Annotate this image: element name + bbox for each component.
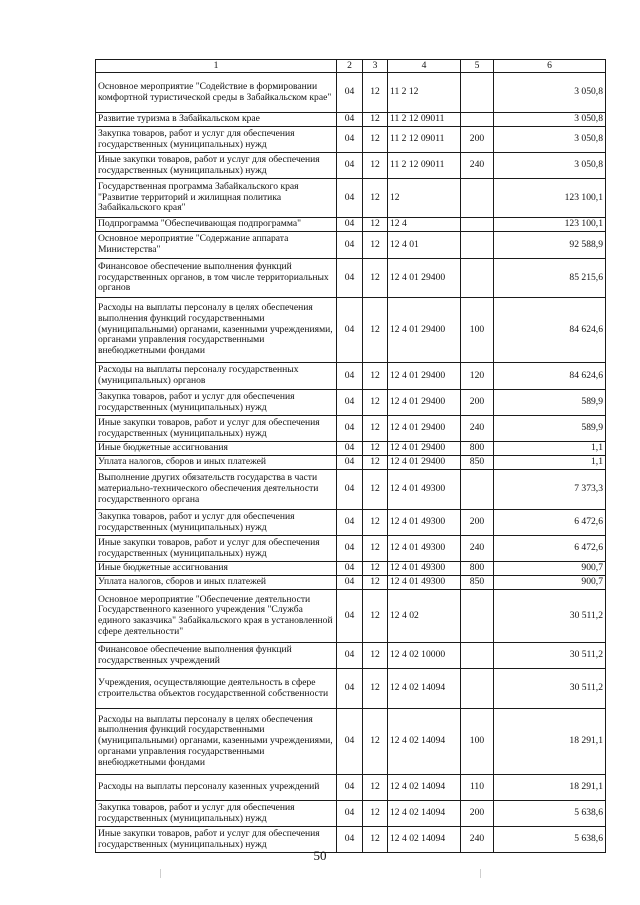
subsection-cell: 12 <box>363 259 388 298</box>
section-cell: 04 <box>337 298 363 363</box>
subsection-cell: 12 <box>363 562 388 576</box>
section-cell: 04 <box>337 576 363 590</box>
subsection-cell: 12 <box>363 153 388 179</box>
subsection-cell: 12 <box>363 456 388 470</box>
table-row <box>96 179 606 218</box>
target-article-cell: 12 4 02 14094 <box>388 669 461 709</box>
amount-cell: 85 215,6 <box>494 259 606 298</box>
table-row <box>96 576 606 590</box>
target-article-cell: 12 4 01 49300 <box>388 562 461 576</box>
target-article-cell: 12 4 01 29400 <box>388 390 461 416</box>
expense-type-cell: 240 <box>461 416 494 442</box>
row-name-cell: Расходы на выплаты персоналу государственных (муниципальных) органов <box>96 363 337 390</box>
column-header: 3 <box>363 60 388 73</box>
row-name-cell: Развитие туризма в Забайкальском крае <box>96 113 337 127</box>
row-name-cell: Подпрограмма "Обеспечивающая подпрограмма" <box>96 218 337 232</box>
subsection-cell: 12 <box>363 298 388 363</box>
amount-cell: 3 050,8 <box>494 73 606 113</box>
expense-type-cell: 800 <box>461 442 494 456</box>
table-row <box>96 232 606 259</box>
target-article-cell: 11 2 12 09011 <box>388 127 461 153</box>
expense-type-cell: 200 <box>461 390 494 416</box>
page-number: 50 <box>313 848 327 863</box>
target-article-cell: 12 4 02 14094 <box>388 709 461 775</box>
section-cell: 04 <box>337 456 363 470</box>
subsection-cell: 12 <box>363 218 388 232</box>
section-cell: 04 <box>337 590 363 643</box>
target-article-cell: 12 <box>388 179 461 218</box>
row-name-cell: Закупка товаров, работ и услуг для обеспечения государственных (муниципальных) нужд <box>96 127 337 153</box>
target-article-cell: 12 4 01 29400 <box>388 456 461 470</box>
amount-cell: 3 050,8 <box>494 127 606 153</box>
row-name-cell: Расходы на выплаты персоналу казенных учреждений <box>96 775 337 801</box>
table-row <box>96 416 606 442</box>
section-cell: 04 <box>337 363 363 390</box>
expense-type-cell: 200 <box>461 801 494 827</box>
expense-type-cell <box>461 73 494 113</box>
table-row <box>96 127 606 153</box>
subsection-cell: 12 <box>363 442 388 456</box>
row-name-cell: Финансовое обеспечение выполнения функций государственных учреждений <box>96 643 337 669</box>
expense-type-cell <box>461 590 494 643</box>
section-cell: 04 <box>337 470 363 510</box>
expense-type-cell <box>461 470 494 510</box>
amount-cell: 7 373,3 <box>494 470 606 510</box>
row-name-cell: Иные закупки товаров, работ и услуг для обеспечения государственных (муниципальных) нужд <box>96 153 337 179</box>
amount-cell: 30 511,2 <box>494 643 606 669</box>
expense-type-cell: 240 <box>461 153 494 179</box>
amount-cell: 123 100,1 <box>494 179 606 218</box>
expense-type-cell: 200 <box>461 127 494 153</box>
row-name-cell: Основное мероприятие "Содействие в формировании комфортной туристической среды в Забайкальском крае" <box>96 73 337 113</box>
subsection-cell: 12 <box>363 416 388 442</box>
target-article-cell: 12 4 <box>388 218 461 232</box>
target-article-cell: 12 4 01 29400 <box>388 259 461 298</box>
expense-type-cell: 800 <box>461 562 494 576</box>
subsection-cell: 12 <box>363 536 388 562</box>
table-row <box>96 536 606 562</box>
row-name-cell: Расходы на выплаты персоналу в целях обеспечения выполнения функций государственными (муниципальными) органами, казенными учреждениями, органами управления государственными внебюджетными фондами <box>96 298 337 363</box>
subsection-cell: 12 <box>363 73 388 113</box>
section-cell: 04 <box>337 153 363 179</box>
amount-cell: 5 638,6 <box>494 801 606 827</box>
amount-cell: 18 291,1 <box>494 709 606 775</box>
column-header: 2 <box>337 60 363 73</box>
target-article-cell: 12 4 01 29400 <box>388 442 461 456</box>
expense-type-cell <box>461 179 494 218</box>
row-name-cell: Иные закупки товаров, работ и услуг для обеспечения государственных (муниципальных) нужд <box>96 536 337 562</box>
table-header-row <box>96 60 606 73</box>
amount-cell: 3 050,8 <box>494 113 606 127</box>
row-name-cell: Иные закупки товаров, работ и услуг для обеспечения государственных (муниципальных) нужд <box>96 416 337 442</box>
section-cell: 04 <box>337 127 363 153</box>
row-name-cell: Основное мероприятие "Обеспечение деятельности Государственного казенного учреждения "Служба единого заказчика" Забайкальского края в установленной сфере деятельности" <box>96 590 337 643</box>
target-article-cell: 12 4 02 14094 <box>388 775 461 801</box>
amount-cell: 1,1 <box>494 442 606 456</box>
section-cell: 04 <box>337 510 363 536</box>
expense-type-cell <box>461 669 494 709</box>
expense-type-cell <box>461 643 494 669</box>
subsection-cell: 12 <box>363 775 388 801</box>
section-cell: 04 <box>337 775 363 801</box>
subsection-cell: 12 <box>363 669 388 709</box>
target-article-cell: 12 4 02 14094 <box>388 827 461 853</box>
row-name-cell: Закупка товаров, работ и услуг для обеспечения государственных (муниципальных) нужд <box>96 510 337 536</box>
row-name-cell: Уплата налогов, сборов и иных платежей <box>96 456 337 470</box>
expense-type-cell: 120 <box>461 363 494 390</box>
row-name-cell: Закупка товаров, работ и услуг для обеспечения государственных (муниципальных) нужд <box>96 390 337 416</box>
section-cell: 04 <box>337 801 363 827</box>
amount-cell: 3 050,8 <box>494 153 606 179</box>
expense-type-cell: 240 <box>461 827 494 853</box>
target-article-cell: 12 4 02 10000 <box>388 643 461 669</box>
table-row <box>96 562 606 576</box>
amount-cell: 589,9 <box>494 416 606 442</box>
subsection-cell: 12 <box>363 510 388 536</box>
table-row <box>96 456 606 470</box>
target-article-cell: 12 4 01 29400 <box>388 363 461 390</box>
row-name-cell: Государственная программа Забайкальского края "Развитие территорий и жилищная политика Забайкальского края" <box>96 179 337 218</box>
subsection-cell: 12 <box>363 576 388 590</box>
table-row <box>96 73 606 113</box>
row-name-cell: Закупка товаров, работ и услуг для обеспечения государственных (муниципальных) нужд <box>96 801 337 827</box>
scan-mark <box>480 869 481 878</box>
amount-cell: 123 100,1 <box>494 218 606 232</box>
target-article-cell: 12 4 01 29400 <box>388 298 461 363</box>
section-cell: 04 <box>337 218 363 232</box>
subsection-cell: 12 <box>363 232 388 259</box>
section-cell: 04 <box>337 709 363 775</box>
section-cell: 04 <box>337 232 363 259</box>
table-row <box>96 259 606 298</box>
row-name-cell: Выполнение других обязательств государства в части материально-технического обеспечения деятельности государственного органа <box>96 470 337 510</box>
expense-type-cell: 100 <box>461 709 494 775</box>
target-article-cell: 12 4 01 49300 <box>388 510 461 536</box>
subsection-cell: 12 <box>363 827 388 853</box>
subsection-cell: 12 <box>363 113 388 127</box>
amount-cell: 1,1 <box>494 456 606 470</box>
subsection-cell: 12 <box>363 709 388 775</box>
target-article-cell: 11 2 12 09011 <box>388 113 461 127</box>
amount-cell: 92 588,9 <box>494 232 606 259</box>
section-cell: 04 <box>337 259 363 298</box>
table-row <box>96 775 606 801</box>
table-row <box>96 709 606 775</box>
amount-cell: 6 472,6 <box>494 536 606 562</box>
target-article-cell: 12 4 01 49300 <box>388 536 461 562</box>
amount-cell: 84 624,6 <box>494 298 606 363</box>
column-header: 5 <box>461 60 494 73</box>
expense-type-cell: 100 <box>461 298 494 363</box>
target-article-cell: 11 2 12 09011 <box>388 153 461 179</box>
table-row <box>96 113 606 127</box>
amount-cell: 900,7 <box>494 576 606 590</box>
section-cell: 04 <box>337 669 363 709</box>
amount-cell: 30 511,2 <box>494 669 606 709</box>
expense-type-cell: 850 <box>461 576 494 590</box>
section-cell: 04 <box>337 827 363 853</box>
column-header: 6 <box>494 60 606 73</box>
target-article-cell: 11 2 12 <box>388 73 461 113</box>
subsection-cell: 12 <box>363 390 388 416</box>
expense-type-cell: 240 <box>461 536 494 562</box>
section-cell: 04 <box>337 416 363 442</box>
table-row <box>96 801 606 827</box>
amount-cell: 84 624,6 <box>494 363 606 390</box>
target-article-cell: 12 4 01 29400 <box>388 416 461 442</box>
row-name-cell: Иные бюджетные ассигнования <box>96 562 337 576</box>
row-name-cell: Основное мероприятие "Содержание аппарата Министерства" <box>96 232 337 259</box>
subsection-cell: 12 <box>363 470 388 510</box>
row-name-cell: Финансовое обеспечение выполнения функций государственных органов, в том числе территориальных органов <box>96 259 337 298</box>
section-cell: 04 <box>337 442 363 456</box>
table-row <box>96 218 606 232</box>
subsection-cell: 12 <box>363 363 388 390</box>
section-cell: 04 <box>337 562 363 576</box>
subsection-cell: 12 <box>363 127 388 153</box>
table-row <box>96 298 606 363</box>
section-cell: 04 <box>337 113 363 127</box>
column-header: 1 <box>96 60 337 73</box>
section-cell: 04 <box>337 179 363 218</box>
amount-cell: 589,9 <box>494 390 606 416</box>
table-row <box>96 510 606 536</box>
table-row <box>96 363 606 390</box>
target-article-cell: 12 4 02 <box>388 590 461 643</box>
budget-table <box>95 59 606 853</box>
target-article-cell: 12 4 01 <box>388 232 461 259</box>
row-name-cell: Иные закупки товаров, работ и услуг для обеспечения государственных (муниципальных) нужд <box>96 827 337 853</box>
expense-type-cell: 110 <box>461 775 494 801</box>
expense-type-cell <box>461 232 494 259</box>
subsection-cell: 12 <box>363 801 388 827</box>
row-name-cell: Уплата налогов, сборов и иных платежей <box>96 576 337 590</box>
table-row <box>96 153 606 179</box>
section-cell: 04 <box>337 390 363 416</box>
scan-mark <box>160 869 161 878</box>
subsection-cell: 12 <box>363 643 388 669</box>
amount-cell: 30 511,2 <box>494 590 606 643</box>
table-row <box>96 390 606 416</box>
table-row <box>96 442 606 456</box>
target-article-cell: 12 4 01 49300 <box>388 470 461 510</box>
amount-cell: 18 291,1 <box>494 775 606 801</box>
section-cell: 04 <box>337 643 363 669</box>
table-row <box>96 470 606 510</box>
table-row <box>96 643 606 669</box>
amount-cell: 6 472,6 <box>494 510 606 536</box>
expense-type-cell: 850 <box>461 456 494 470</box>
column-header: 4 <box>388 60 461 73</box>
section-cell: 04 <box>337 536 363 562</box>
target-article-cell: 12 4 01 49300 <box>388 576 461 590</box>
row-name-cell: Учреждения, осуществляющие деятельность в сфере строительства объектов государственной собственности <box>96 669 337 709</box>
section-cell: 04 <box>337 73 363 113</box>
expense-type-cell <box>461 113 494 127</box>
subsection-cell: 12 <box>363 590 388 643</box>
table-row <box>96 590 606 643</box>
subsection-cell: 12 <box>363 179 388 218</box>
table-row <box>96 669 606 709</box>
target-article-cell: 12 4 02 14094 <box>388 801 461 827</box>
amount-cell: 5 638,6 <box>494 827 606 853</box>
row-name-cell: Иные бюджетные ассигнования <box>96 442 337 456</box>
amount-cell: 900,7 <box>494 562 606 576</box>
expense-type-cell <box>461 259 494 298</box>
row-name-cell: Расходы на выплаты персоналу в целях обеспечения выполнения функций государственными (муниципальными) органами, казенными учреждениями, органами управления государственными внебюджетными фондами <box>96 709 337 775</box>
expense-type-cell <box>461 218 494 232</box>
expense-type-cell: 200 <box>461 510 494 536</box>
